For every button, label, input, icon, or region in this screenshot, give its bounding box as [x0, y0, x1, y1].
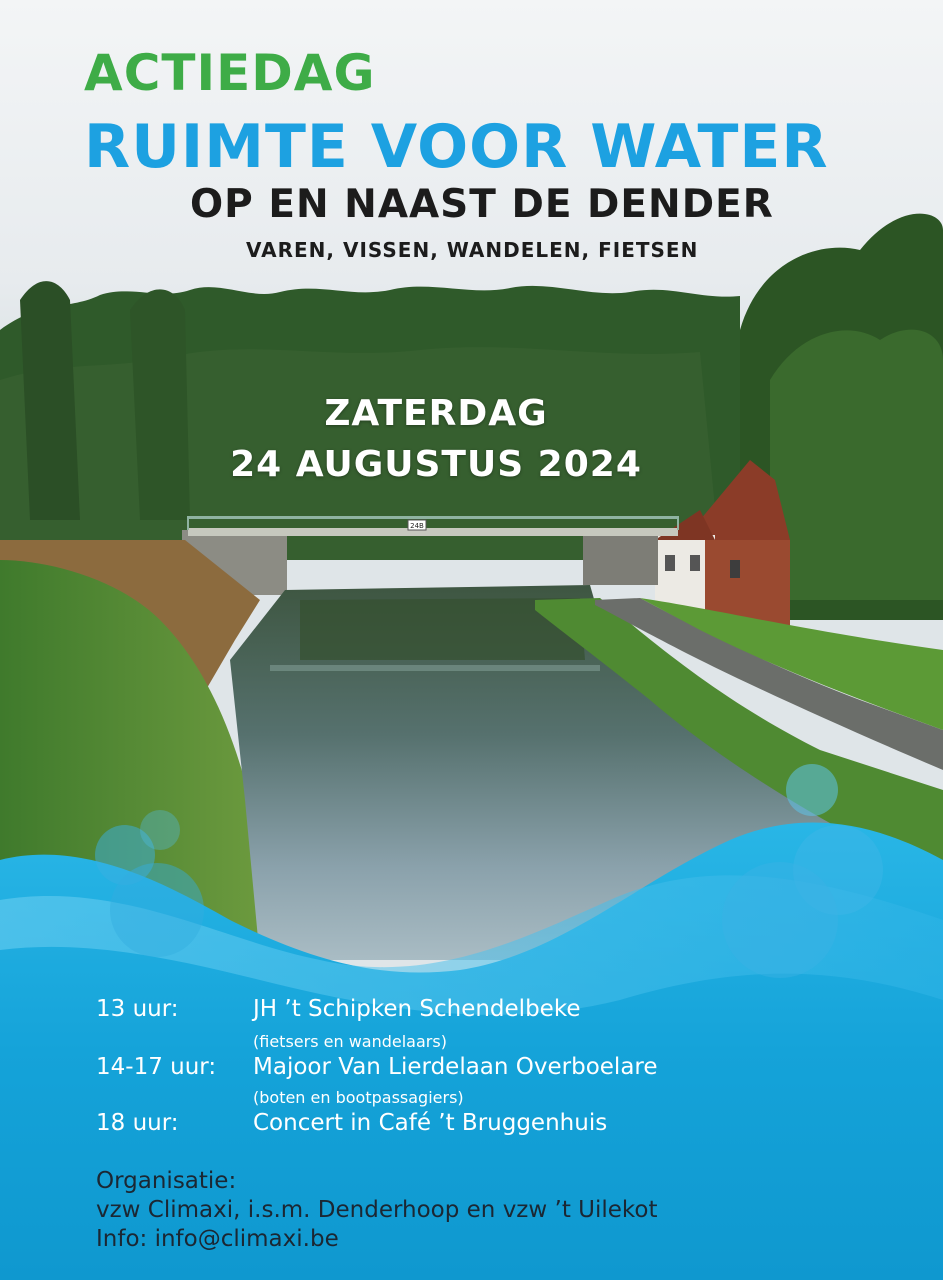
title-ruimte-voor-water: RUIMTE VOOR WATER: [84, 112, 829, 182]
subtitle-dender: OP EN NAAST DE DENDER: [190, 182, 774, 227]
schedule-place-2: Majoor Van Lierdelaan Overboelare: [253, 1054, 658, 1080]
schedule-note-2: (boten en bootpassagiers): [253, 1088, 464, 1107]
bubble: [722, 862, 838, 978]
schedule-time-1: 13 uur:: [96, 996, 179, 1022]
title-actiedag: ACTIEDAG: [84, 44, 376, 102]
schedule-note-1: (fietsers en wandelaars): [253, 1032, 447, 1051]
schedule-place-1: JH ’t Schipken Schendelbeke: [253, 996, 581, 1022]
bridge-abutment-right: [583, 535, 658, 585]
bridge-sign: [408, 520, 426, 530]
date-day: ZATERDAG: [324, 393, 548, 434]
schedule-place-3: Concert in Café ’t Bruggenhuis: [253, 1110, 608, 1136]
organisation-names: vzw Climaxi, i.s.m. Denderhoop en vzw ’t Uilekot: [96, 1197, 658, 1223]
bubble: [786, 764, 838, 816]
activities-line: VAREN, VISSEN, WANDELEN, FIETSEN: [246, 238, 699, 262]
organisation-info: Info: info@climaxi.be: [96, 1226, 339, 1252]
bubble: [140, 810, 180, 850]
bubble: [110, 863, 204, 957]
schedule-time-2: 14-17 uur:: [96, 1054, 217, 1080]
bridge-deck: [188, 528, 678, 536]
schedule-time-3: 18 uur:: [96, 1110, 179, 1136]
date-full: 24 AUGUSTUS 2024: [230, 444, 642, 485]
organisation-label: Organisatie:: [96, 1168, 237, 1194]
svg-text:24B: 24B: [410, 522, 424, 530]
